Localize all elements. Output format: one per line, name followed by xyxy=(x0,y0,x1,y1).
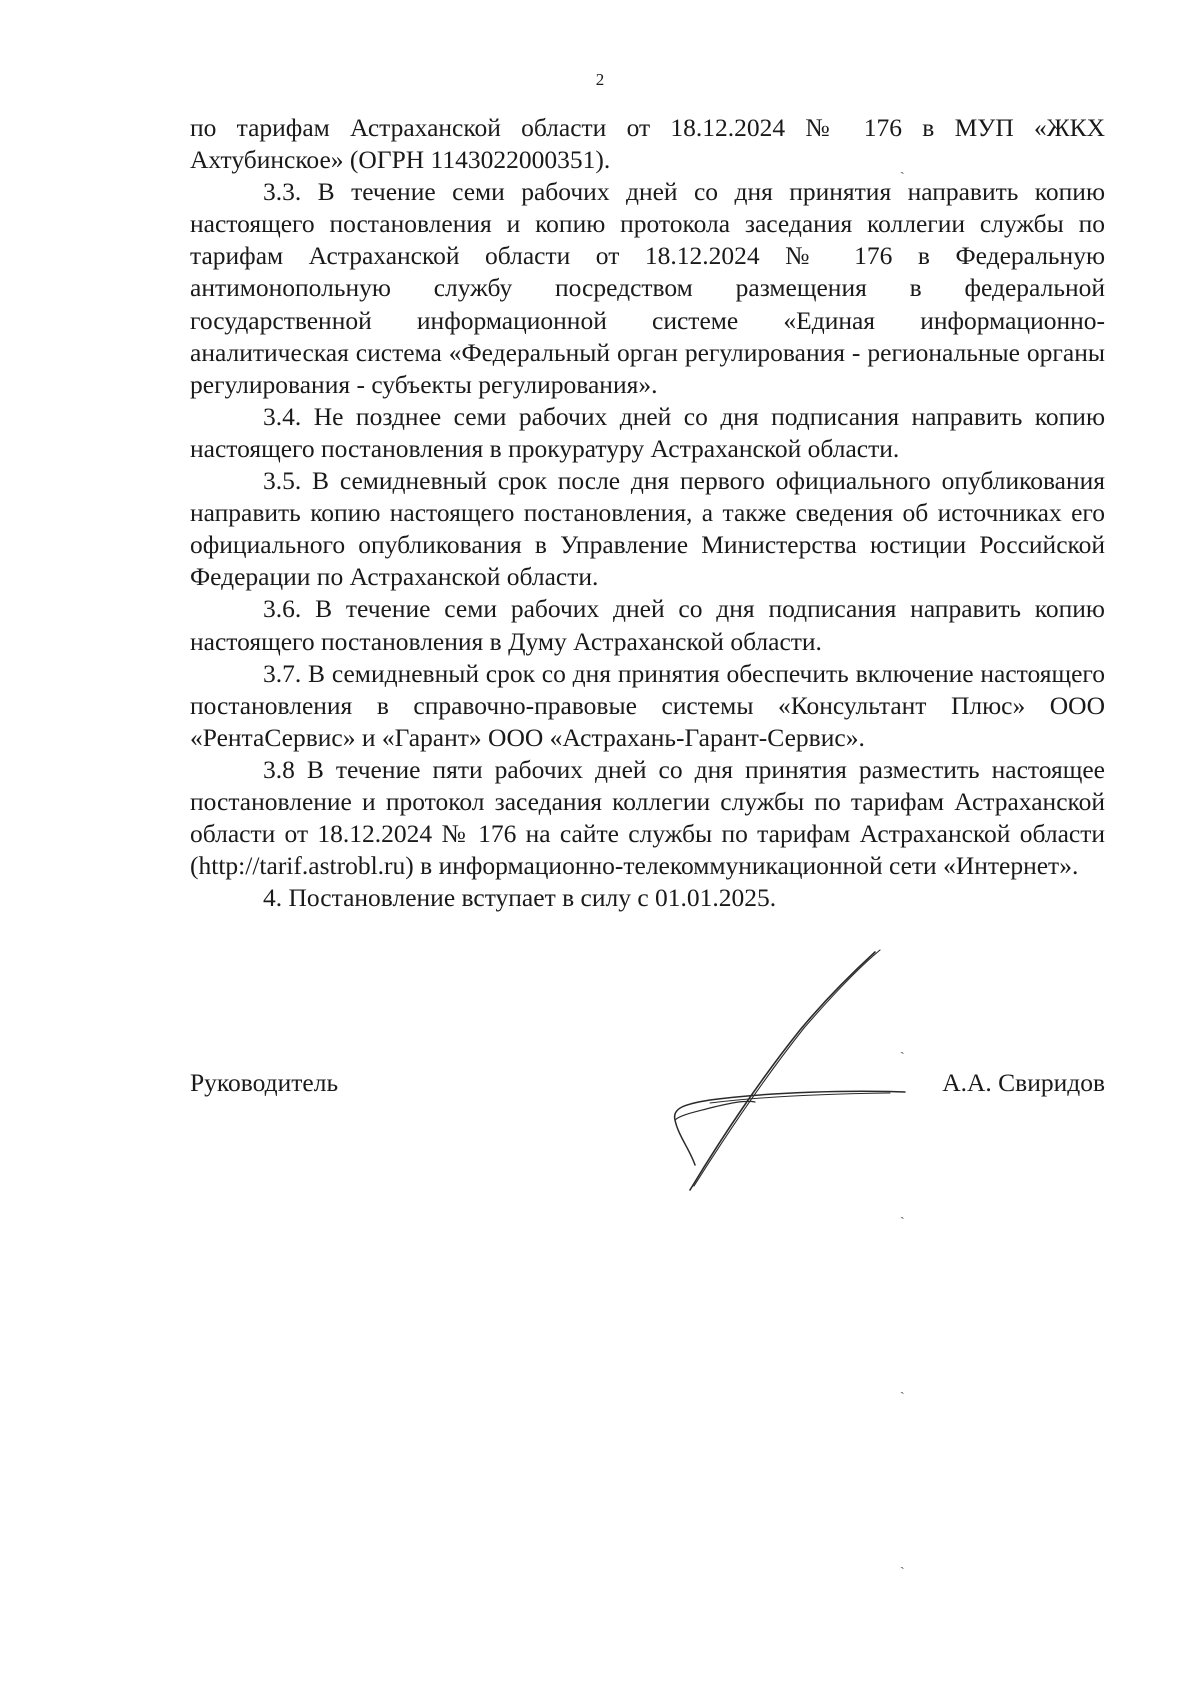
scan-speck: ˎ xyxy=(900,1555,905,1570)
signatory-position: Руководитель xyxy=(190,1068,339,1097)
paragraph-continuation: по тарифам Астраханской области от 18.12.2024 № 176 в МУП «ЖКХ Ахтубинское» (ОГРН 1143022000351). xyxy=(190,113,1105,175)
scan-speck: ˎ xyxy=(900,160,905,175)
paragraph-3-8: 3.8 В течение пяти рабочих дней со дня принятия разместить настоящее постановление и протокол заседания коллегии службы по тарифам Астраханской области от 18.12.2024 № 176 на сайте службы по тарифам Астраханской области (http://tarif.astrobl.ru) в информационно-телекоммуникационной сети «Интернет». xyxy=(190,754,1105,881)
document-body xyxy=(190,112,1105,914)
paragraph-4: 4. Постановление вступает в силу с 01.01.2025. xyxy=(263,883,777,913)
paragraph-3-3: 3.3. В течение семи рабочих дней со дня принятия направить копию настоящего постановления и копию протокола заседания коллегии службы по тарифам Астраханской области от 18.12.2024 № 176 в Федеральную антимонопольную службу посредством размещения в федеральной государственной информационной системе «Единая информационно-аналитическая система «Федеральный орган регулирования - региональные органы регулирования - субъекты регулирования». xyxy=(190,177,1105,399)
paragraph-3-6: 3.6. В течение семи рабочих дней со дня подписания направить копию настоящего постановления в Думу Астраханской области. xyxy=(190,594,1105,656)
paragraph-3-5: 3.5. В семидневный срок после дня первого официального опубликования направить копию настоящего постановления, а также сведения об источниках его официального опубликования в Управление Министерства юстиции Российской Федерации по Астраханской области. xyxy=(190,466,1105,592)
signatory-name: А.А. Свиридов xyxy=(942,1068,1105,1097)
paragraph-3-7: 3.7. В семидневный срок со дня принятия обеспечить включение настоящего постановления в справочно-правовые системы «Консультант Плюс» ООО «РентаСервис» и «Гарант» ООО «Астрахань-Гарант-Сервис». xyxy=(190,658,1105,752)
scan-speck: ˎ xyxy=(900,1040,905,1055)
page-number: 2 xyxy=(595,70,605,89)
paragraph-3-4: 3.4. Не позднее семи рабочих дней со дня подписания направить копию настоящего постановления в прокуратуру Астраханской области. xyxy=(190,401,1105,463)
scan-speck: ˎ xyxy=(900,1380,905,1395)
scan-speck: ˎ xyxy=(900,1205,905,1220)
handwritten-signature xyxy=(650,940,930,1210)
